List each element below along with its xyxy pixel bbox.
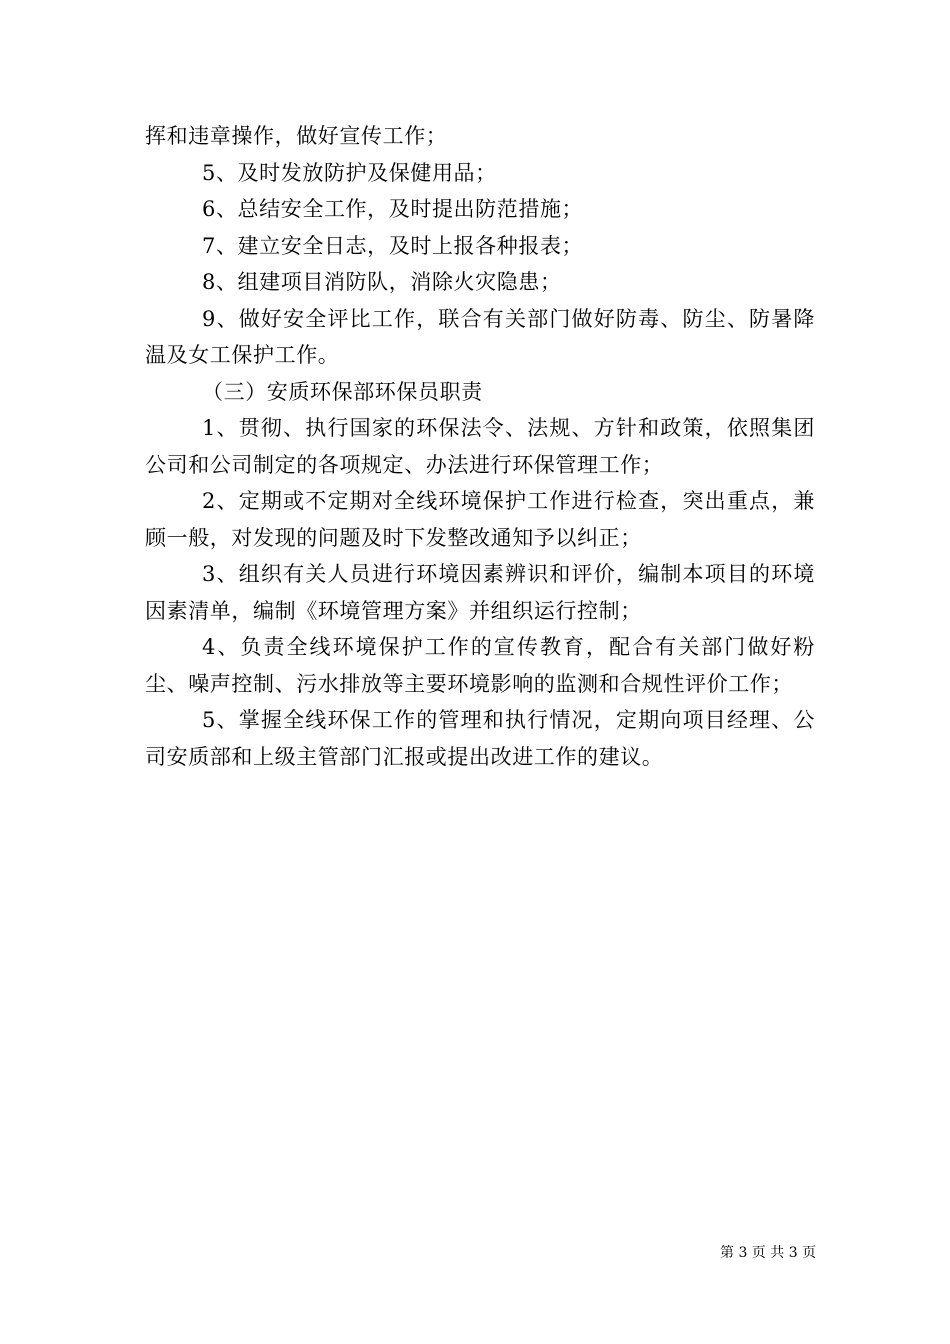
- paragraph-env-item-5: 5、掌握全线环保工作的管理和执行情况，定期向项目经理、公司安质部和上级主管部门汇报或提出改进工作的建议。: [145, 708, 815, 769]
- paragraph-item-6: 6、总结安全工作，及时提出防范措施；: [202, 197, 584, 221]
- paragraph-env-item-2: 2、定期或不定期对全线环境保护工作进行检查，突出重点，兼顾一般，对发现的问题及时下发整改通知予以纠正；: [145, 489, 815, 550]
- paragraph-item-8: 8、组建项目消防队，消除火灾隐患；: [202, 270, 562, 294]
- paragraph-env-item-3: 3、组织有关人员进行环境因素辨识和评价，编制本项目的环境因素清单，编制《环境管理方案》并组织运行控制；: [145, 562, 815, 623]
- paragraph-env-item-1: 1、贯彻、执行国家的环保法令、法规、方针和政策，依照集团公司和公司制定的各项规定、办法进行环保管理工作；: [145, 416, 815, 477]
- section-heading: （三）安质环保部环保员职责: [202, 379, 483, 404]
- paragraph-item-7: 7、建立安全日志，及时上报各种报表；: [202, 233, 584, 258]
- paragraph-continuation: 挥和违章操作，做好宣传工作；: [145, 124, 448, 148]
- paragraph-env-item-4: 4、负责全线环境保护工作的宣传教育，配合有关部门做好粉尘、噪声控制、污水排放等主要环境影响的监测和合规性评价工作；: [145, 635, 815, 696]
- paragraph-item-9: 9、做好安全评比工作，联合有关部门做好防毒、防尘、防暑降温及女工保护工作。: [145, 306, 815, 367]
- paragraph-item-5: 5、及时发放防护及保健用品；: [202, 160, 497, 185]
- page-number-footer: 第 3 页 共 3 页: [720, 1245, 817, 1261]
- document-body: [145, 118, 815, 775]
